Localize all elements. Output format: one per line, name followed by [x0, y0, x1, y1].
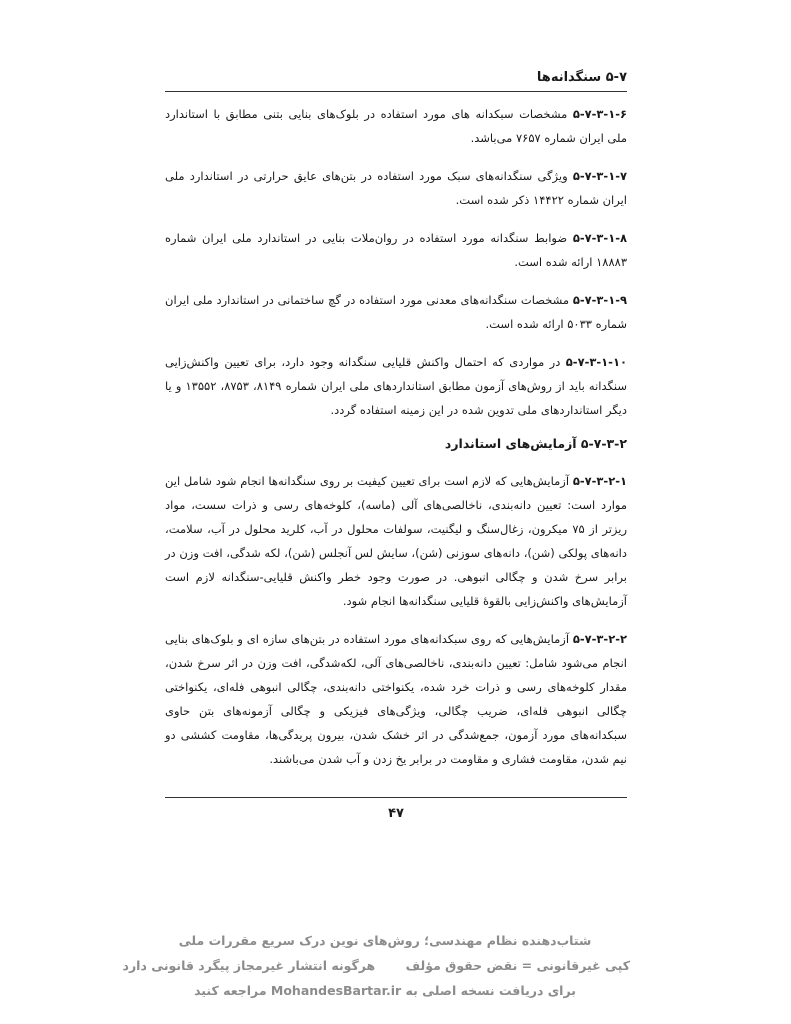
paragraph: [165, 102, 627, 150]
paragraph: [165, 288, 627, 336]
watermark-line-2: کپی غیرقانونی = نقض حقوق مؤلف هرگونه انتشار غیرمجاز پیگرد قانونی دارد: [122, 958, 630, 973]
footer-divider: [165, 797, 627, 798]
watermark-line-3-post: مراجعه کنید: [194, 983, 271, 998]
paragraph: [165, 469, 627, 613]
clause-text: آزمایش‌هایی که لازم است برای تعیین کیفیت بر روی سنگدانه‌ها انجام شود شامل این موارد است: تعیین دانه‌بندی، ناخالصی‌های آلی (ماسه)، کلوخه‌های رسی و ذرات سست، مواد ریزتر از ۷۵ میکرون، زغال‌سنگ و لیگنیت، سولفات محلول در آب، کلرید محلول در آب، سلامت، دانه‌های پولکی (شن)، دانه‌های سوزنی (شن)، سایش لس آنجلس (شن)، لکه شدگی، افت وزن در برابر سرخ شدن و چگالی انبوهی. در صورت وجود خطر واکنش قلیایی-سنگدانه لازم است آزمایش‌های واکنش‌زایی بالقوهٔ قلیایی سنگدانه‌ها انجام شود.: [165, 474, 627, 608]
subheading: ۵-۷-۳-۲ آزمایش‌های استاندارد: [444, 436, 627, 451]
paragraph: [165, 226, 627, 274]
watermark-line-1: شتاب‌دهنده نظام مهندسی؛ روش‌های نوین درک سریع مقررات ملی: [178, 933, 592, 948]
watermark-brand-link: MohandesBartar.ir: [270, 983, 402, 998]
paragraph: [165, 164, 627, 212]
clause-number: ۵-۷-۳-۱-۹: [572, 293, 627, 307]
clause-text: ضوابط سنگدانه مورد استفاده در روان‌ملات بنایی در استاندارد ملی ایران شماره ۱۸۸۸۳ ارائه شده است.: [165, 231, 627, 269]
watermark-line-3: [140, 978, 630, 1003]
page-number: ۴۷: [388, 806, 404, 821]
watermark-line-3-pre: برای دریافت نسخه اصلی به: [401, 983, 576, 998]
section-title: ۵-۷ سنگدانه‌ها: [165, 70, 627, 92]
clause-text: مشخصات سبکدانه های مورد استفاده در بلوک‌های بنایی بتنی مطابق با استاندارد ملی ایران شماره ۷۶۵۷ می‌باشد.: [165, 107, 627, 145]
top-paragraphs: [165, 102, 627, 422]
clause-text: مشخصات سنگدانه‌های معدنی مورد استفاده در گچ ساختمانی در استاندارد ملی ایران شماره ۵۰۳۳ ارائه شده است.: [165, 293, 627, 331]
paragraph: [165, 627, 627, 771]
watermark: [122, 928, 630, 1003]
paragraph: [165, 350, 627, 422]
clause-number: ۵-۷-۳-۲-۱: [572, 474, 627, 488]
clause-number: ۵-۷-۳-۱-۸: [572, 231, 627, 245]
bottom-paragraphs: [165, 469, 627, 771]
clause-number: ۵-۷-۳-۱-۱۰: [565, 355, 627, 369]
clause-text: در مواردی که احتمال واکنش قلیایی سنگدانه وجود دارد، برای تعیین واکنش‌زایی سنگدانه باید از روش‌های آزمون مطابق استانداردهای ملی ایران شماره ۸۱۴۹، ۸۷۵۳، ۱۳۵۵۲ و یا دیگر استانداردهای ملی تدوین شده در این زمینه استفاده گردد.: [165, 355, 627, 417]
document-page: [165, 70, 627, 785]
clause-number: ۵-۷-۳-۲-۲: [572, 632, 627, 646]
clause-number: ۵-۷-۳-۱-۷: [572, 169, 627, 183]
clause-text: آزمایش‌هایی که روی سبکدانه‌های مورد استفاده در بتن‌های سازه ای و بلوک‌های بنایی انجام می‌شود شامل: تعیین دانه‌بندی، ناخالصی‌های آلی، لکه‌شدگی، افت وزن در اثر سرخ شدن، مقدار کلوخه‌های رسی و ذرات خرد شده، یکنواختی دانه‌بندی، چگالی انبوهی فله‌ای، یکنواختی چگالی انبوهی فله‌ای، ضریب چگالی، ویژگی‌های فیزیکی و چگالی آزمونه‌های بتن حاوی سبکدانه‌های مورد آزمون، جمع‌شدگی در اثر خشک شدن، بیرون پریدگی‌ها، مقاومت کششی دو نیم شدن، مقاومت فشاری و مقاومت در برابر یخ زدن و آب شدن می‌باشند.: [165, 632, 627, 766]
clause-number: ۵-۷-۳-۱-۶: [572, 107, 627, 121]
clause-text: ویژگی سنگدانه‌های سبک مورد استفاده در بتن‌های عایق حرارتی در استاندارد ملی ایران شماره ۱۴۴۲۲ ذکر شده است.: [165, 169, 627, 207]
